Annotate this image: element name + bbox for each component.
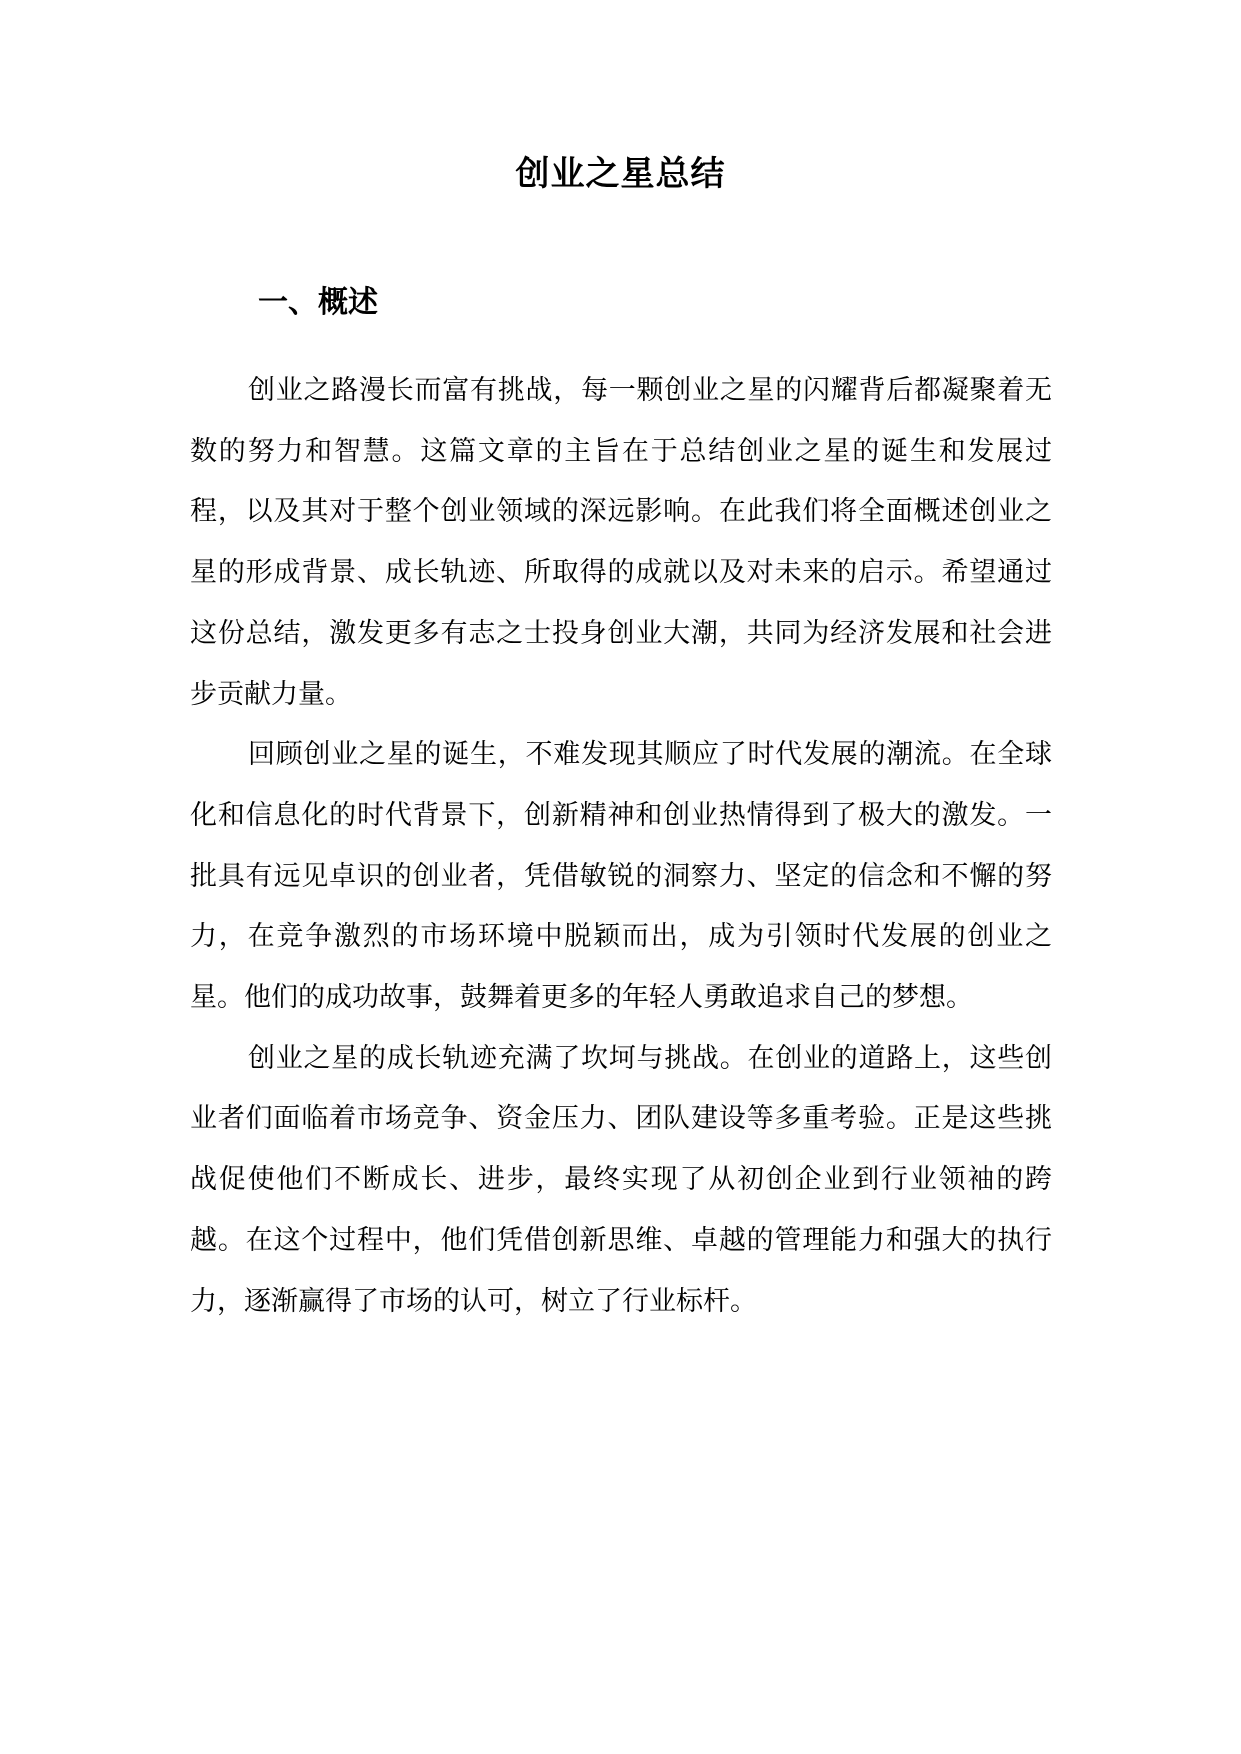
- section-heading-overview: 一、概述: [258, 285, 378, 320]
- paragraph-2: 回顾创业之星的诞生，不难发现其顺应了时代发展的潮流。在全球化和信息化的时代背景下，创新精神和创业热情得到了极大的激发。一批具有远见卓识的创业者，凭借敏锐的洞察力、坚定的信念和不懈的努力，在竞争激烈的市场环境中脱颖而出，成为引领时代发展的创业之星。他们的成功故事，鼓舞着更多的年轻人勇敢追求自己的梦想。: [190, 739, 1052, 1014]
- body-text: [190, 361, 1052, 1332]
- document-title: 创业之星总结: [515, 154, 726, 194]
- paragraph-3: 创业之星的成长轨迹充满了坎坷与挑战。在创业的道路上，这些创业者们面临着市场竞争、资金压力、团队建设等多重考验。正是这些挑战促使他们不断成长、进步，最终实现了从初创企业到行业领袖的跨越。在这个过程中，他们凭借创新思维、卓越的管理能力和强大的执行力，逐渐赢得了市场的认可，树立了行业标杆。: [190, 1042, 1052, 1317]
- paragraph-1: 创业之路漫长而富有挑战，每一颗创业之星的闪耀背后都凝聚着无数的努力和智慧。这篇文章的主旨在于总结创业之星的诞生和发展过程，以及其对于整个创业领域的深远影响。在此我们将全面概述创业之星的形成背景、成长轨迹、所取得的成就以及对未来的启示。希望通过这份总结，激发更多有志之士投身创业大潮，共同为经济发展和社会进步贡献力量。: [190, 375, 1052, 710]
